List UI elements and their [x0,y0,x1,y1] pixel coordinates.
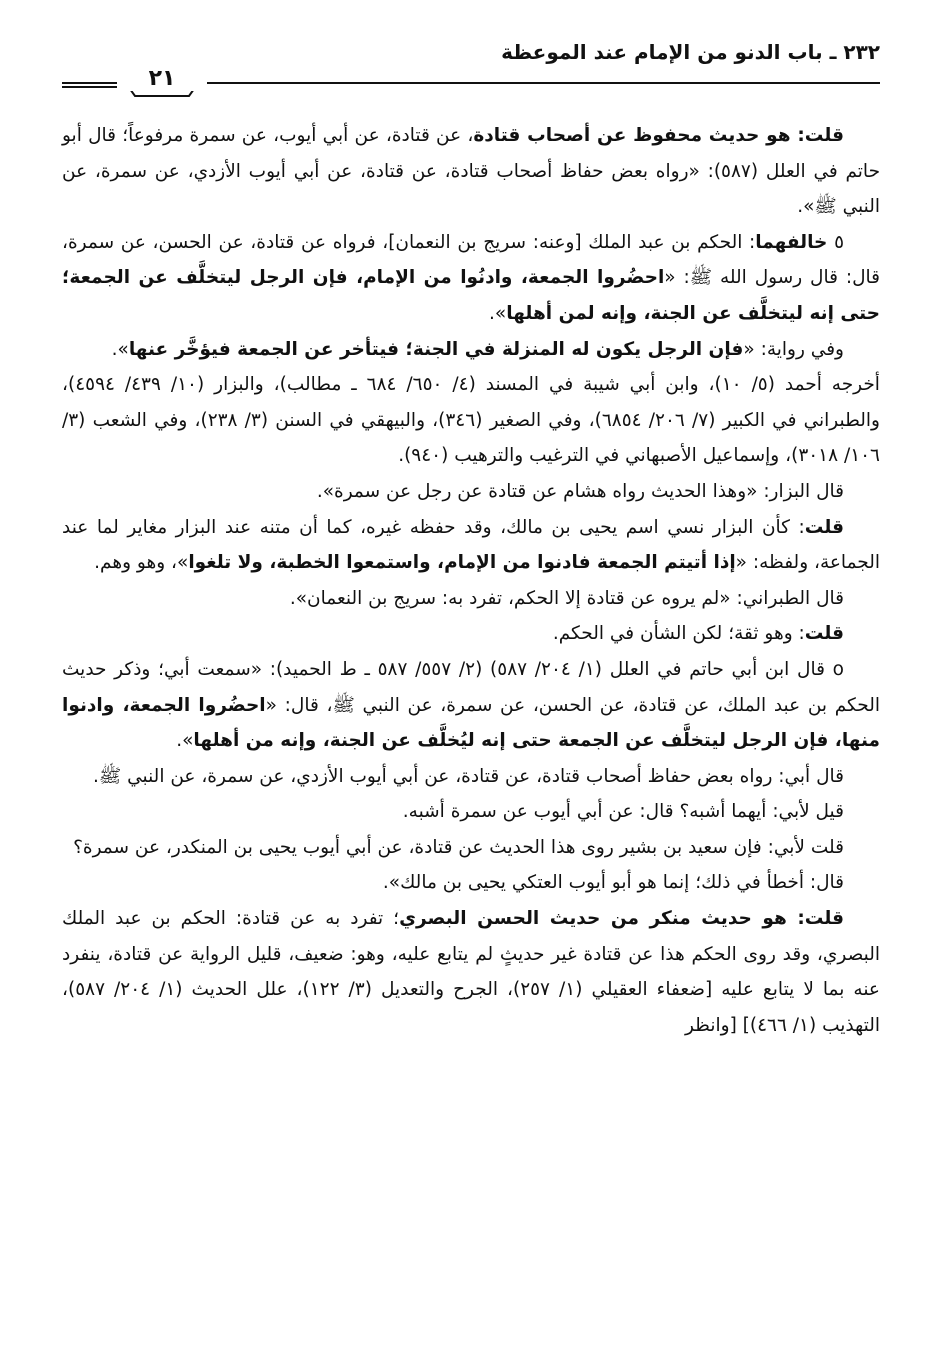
text-run: : وهو ثقة؛ لكن الشأن في الحكم. [552,623,805,645]
text-run: : الحكم بن عبد الملك [وعنه: سريج بن النعمان]، فرواه عن قتادة، عن الحسن، عن سمرة، قال: قال رسول الله ﷺ: « [62,231,880,289]
text-run: قيل لأبي: أيهما أشبه؟ قال: عن أبي أيوب عن سمرة أشبه. [402,801,844,823]
paragraph [62,510,880,581]
text-run: ». [111,338,129,360]
text-run: أخرجه أحمد (٥/ ١٠)، وابن أبي شيبة في المسند (٤/ ٦٥٠/ ٦٨٤ ـ مطالب)، والبزار (١٠/ ٤٣٩/ ٤٥٩٤)، والطبراني في الكبير (٧/ ٢٠٦/ ٦٨٥٤)، وفي الصغير (٣٤٦)، والبيهقي في السنن (٣/ ٢٣٨)، وفي الشعب (٣/ ١٠٦/ ٣٠١٨)، وإسماعيل الأصبهاني في الترغيب والترهيب (٩٤٠). [62,374,880,467]
paragraph [62,474,880,510]
paragraph [62,332,880,368]
page-number-badge [117,62,207,102]
running-title: ٢٣٢ ـ باب الدنو من الإمام عند الموعظة [501,40,880,64]
bold-text: قلت: هو حديث منكر من حديث الحسن البصري [399,908,844,930]
text-run: قلت لأبي: فإن سعيد بن بشير روى هذا الحديث عن قتادة، عن أبي أيوب يحيى بن المنكدر، عن سمرة؟ [73,836,844,858]
bold-text: احضُروا الجمعة، وادنُوا من الإمام، فإن الرجل ليتخلَّف عن الجمعة؛ حتى إنه ليتخلَّف عن الجنة، وإنه لمن أهلها [62,267,880,324]
paragraph [62,759,880,795]
text-run: قال الطبراني: «لم يروه عن قتادة إلا الحكم، تفرد به: سريج بن النعمان». [289,587,844,609]
text-run: ». [489,302,507,324]
text-run: ». [176,730,194,752]
bold-text: قلت: هو حديث محفوظ عن أصحاب قتادة [473,125,844,146]
bold-text: قلت [804,516,844,538]
paragraph [62,225,880,332]
bold-text: إذا أتيتم الجمعة فادنوا من الإمام، واستمعوا الخطبة، ولا تلغوا [188,552,736,574]
paragraph [62,830,880,866]
bold-text: قلت [804,623,844,645]
text-run: ٥ [827,231,844,253]
text-run: قال أبي: رواه بعض حفاظ أصحاب قتادة، عن قتادة، عن أبي أيوب الأزدي، عن سمرة، عن النبي ﷺ. [92,765,844,787]
text-run: »، وهو وهم. [94,552,189,574]
text-run: وفي رواية: « [743,338,844,360]
paragraph [62,616,880,652]
main-text [62,118,880,1043]
paragraph [62,865,880,901]
page-number: ٢١ [117,66,207,91]
text-run: قال البزار: «وهذا الحديث رواه هشام عن قتادة عن رجل عن سمرة». [316,480,844,502]
paragraph [62,901,880,1043]
text-run: ، عن قتادة، عن أبي أيوب، عن سمرة مرفوعاً؛ قال أبو حاتم في العلل (٥٨٧): «رواه بعض حفاظ أصحاب قتادة، عن قتادة، عن أبي أيوب الأزدي، عن سمرة، عن النبي ﷺ». [62,125,880,218]
bold-text: فإن الرجل يكون له المنزلة في الجنة؛ فيتأخر عن الجمعة فيؤخَّر عنها [128,338,744,360]
paragraph [62,118,880,225]
text-run: : كأن البزار نسي اسم يحيى بن مالك، وقد حفظه غيره، كما أن متنه عند البزار مغاير لما عند الجماعة، ولفظه: « [62,516,880,574]
page-header [62,40,880,100]
bold-text: احضُروا الجمعة، وادنوا منها، فإن الرجل ليتخلَّف عن الجمعة حتى إنه ليُخلَّف عن الجنة، وإنه من أهلها [62,694,880,752]
paragraph [62,652,880,759]
text-run: قال: أخطأ في ذلك؛ إنما هو أبو أيوب العتكي يحيى بن مالك». [382,872,844,894]
paragraph [62,581,880,617]
text-run: ؛ تفرد به عن قتادة: الحكم بن عبد الملك البصري، وقد روى الحكم هذا عن قتادة غير حديثٍ لم يتابع عليه، وهو: ضعيف، قليل الرواية عن قتادة، ينفرد عنه بما لا يتابع عليه [ضعفاء العقيلي (١/ ٢٥٧)، الجرح والتعديل (٣/ ١٢٢)، علل الحديث (١/ ٢٠٤/ ٥٨٧)، التهذيب (١/ ٤٦٦)] [وانظر [62,908,880,1036]
bold-text: خالفهما [755,231,828,253]
text-run: o قال ابن أبي حاتم في العلل (١/ ٢٠٤/ ٥٨٧) (٢/ ٥٥٧/ ٥٨٧ ـ ط الحميد): «سمعت أبي؛ وذكر حديث الحكم بن عبد الملك، عن قتادة، عن الحسن، عن سمرة، عن النبي ﷺ، قال: « [62,658,880,716]
paragraph [62,794,880,830]
paragraph [62,367,880,474]
